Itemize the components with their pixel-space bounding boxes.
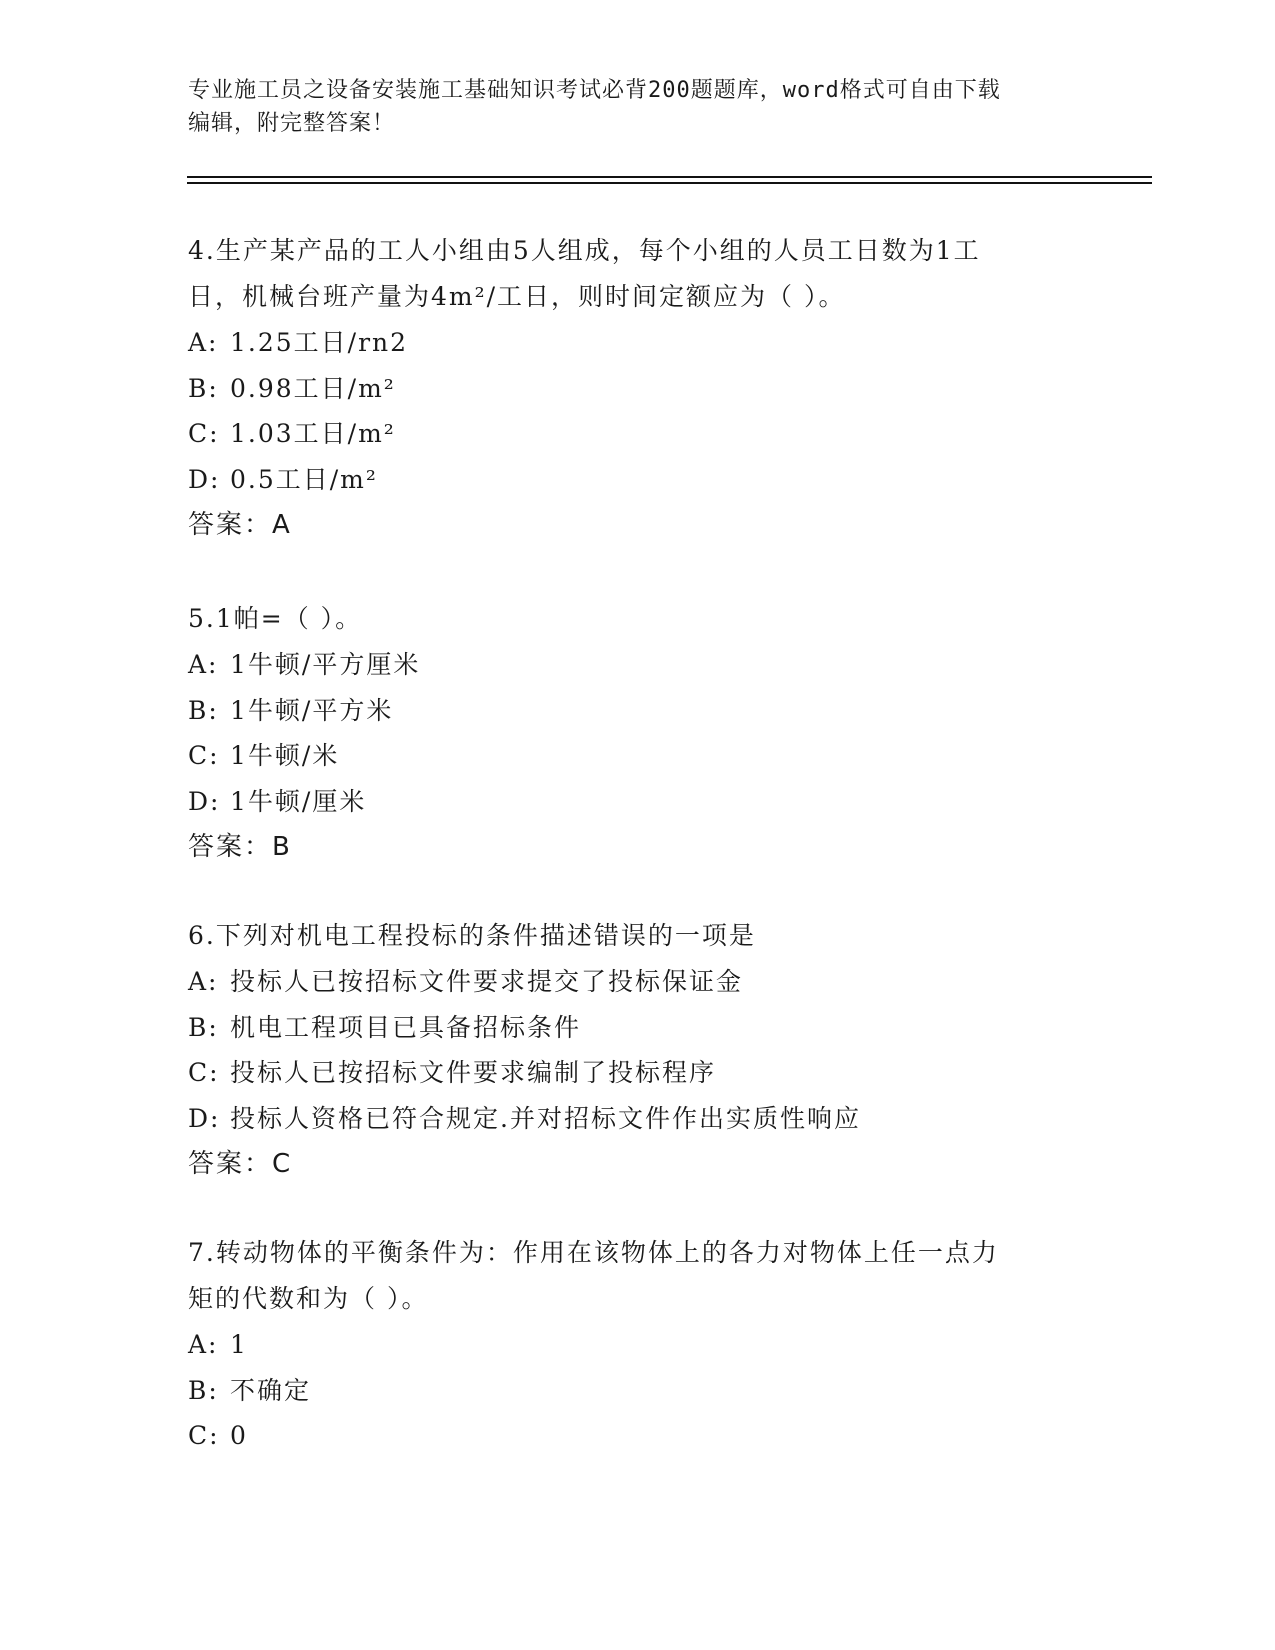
question-7: [188, 1230, 1068, 1459]
question-text-line: 4.生产某产品的工人小组由5人组成，每个小组的人员工日数为1工: [188, 236, 981, 265]
option-letter: D:: [188, 1103, 221, 1133]
option-a: [188, 1322, 1068, 1368]
document-header: [188, 74, 1088, 140]
option-text: 1.25工日/rn2: [230, 328, 409, 357]
option-b: [188, 688, 1068, 734]
option-text: 投标人资格已符合规定.并对招标文件作出实质性响应: [230, 1103, 861, 1133]
option-letter: C:: [188, 419, 220, 448]
option-text: 1牛顿/米: [230, 741, 340, 770]
option-text: 0: [230, 1421, 248, 1450]
header-line-2: 编辑，附完整答案！: [188, 111, 396, 136]
question-text: [188, 1230, 1068, 1322]
option-text: 机电工程项目已具备招标条件: [230, 1012, 582, 1042]
option-d: [188, 1096, 1068, 1142]
option-letter: A:: [188, 650, 219, 679]
option-text: 0.98工日/m²: [230, 373, 396, 403]
option-letter: C:: [188, 1058, 220, 1087]
option-b: [188, 1005, 1068, 1051]
option-b: [188, 366, 1068, 412]
option-text: 0.5工日/m²: [230, 464, 378, 494]
question-text: [188, 228, 1068, 320]
option-text: 1牛顿/厘米: [230, 786, 367, 816]
question-text-line: 5.1帕=（ ）。: [188, 604, 363, 633]
option-text: 投标人已按招标文件要求提交了投标保证金: [230, 967, 744, 996]
option-text: 1: [230, 1330, 248, 1359]
header-line-1: 专业施工员之设备安装施工基础知识考试必背200题题库，word格式可自由下载: [188, 78, 1001, 103]
question-4: [188, 228, 1068, 548]
option-a: [188, 959, 1068, 1005]
question-text-line: 7.转动物体的平衡条件为：作用在该物体上的各力对物体上任一点力: [188, 1238, 999, 1267]
option-letter: C:: [188, 1421, 220, 1450]
option-letter: A:: [188, 1330, 219, 1359]
option-c: [188, 1413, 1068, 1459]
option-d: [188, 779, 1068, 825]
option-text: 1牛顿/平方米: [230, 695, 394, 725]
option-text: 不确定: [230, 1375, 312, 1405]
question-6: [188, 913, 1068, 1187]
option-letter: B:: [188, 695, 219, 725]
question-text-line: 矩的代数和为（ ）。: [188, 1284, 429, 1313]
answer: 答案：C: [188, 1149, 293, 1179]
option-letter: D:: [188, 464, 221, 494]
question-text: [188, 596, 1068, 642]
option-text: 1.03工日/m²: [230, 419, 396, 448]
option-letter: A:: [188, 967, 219, 996]
option-letter: B:: [188, 1375, 219, 1405]
option-c: [188, 733, 1068, 779]
answer: 答案：B: [188, 832, 292, 862]
question-text-line: 6.下列对机电工程投标的条件描述错误的一项是: [188, 921, 756, 950]
question-text: [188, 913, 1068, 959]
option-c: [188, 411, 1068, 457]
option-text: 投标人已按招标文件要求编制了投标程序: [230, 1058, 717, 1087]
question-5: [188, 596, 1068, 870]
option-c: [188, 1050, 1068, 1096]
option-text: 1牛顿/平方厘米: [230, 650, 421, 679]
option-letter: B:: [188, 373, 219, 403]
question-text-line: 日，机械台班产量为4m²/工日，则时间定额应为（ ）。: [188, 282, 846, 311]
header-rule-bottom: [187, 182, 1152, 184]
option-b: [188, 1368, 1068, 1414]
option-letter: B:: [188, 1012, 219, 1042]
option-letter: A:: [188, 328, 219, 357]
option-a: [188, 642, 1068, 688]
option-d: [188, 457, 1068, 503]
answer: 答案：A: [188, 510, 292, 540]
header-rule-top: [187, 176, 1152, 178]
option-a: [188, 320, 1068, 366]
option-letter: D:: [188, 786, 221, 816]
option-letter: C:: [188, 741, 220, 770]
